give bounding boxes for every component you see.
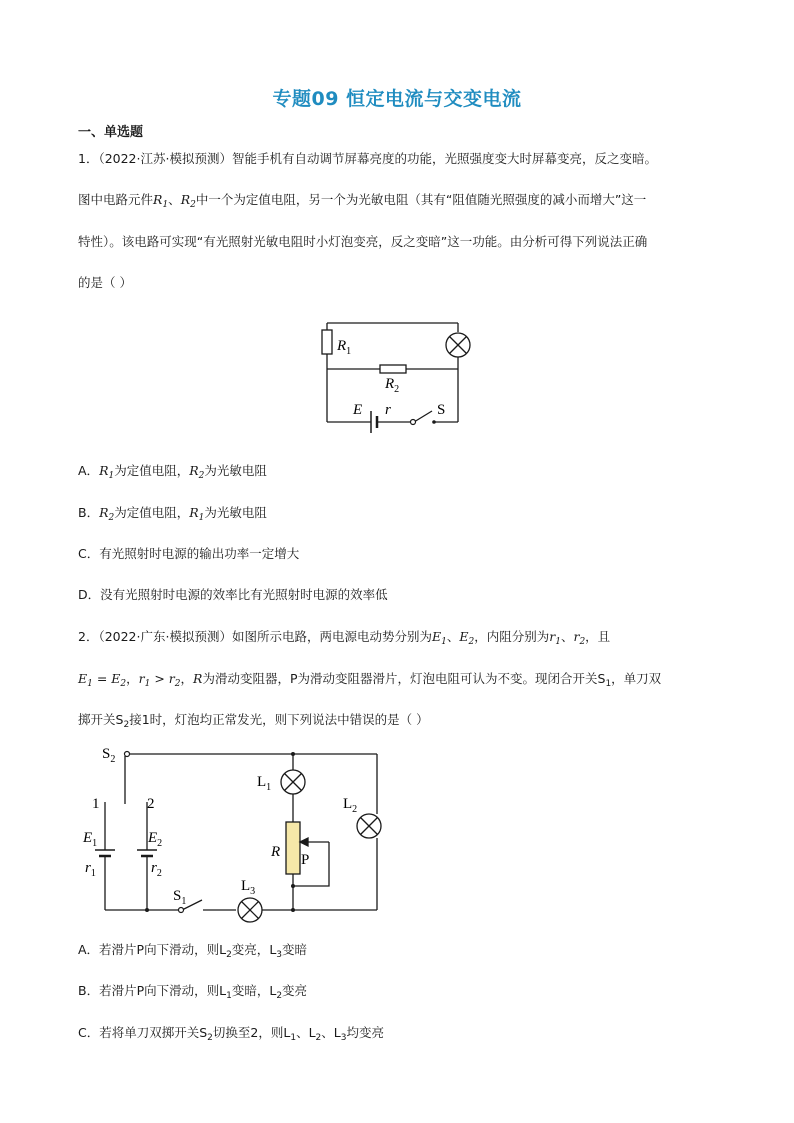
- label-terminal-2: 2: [147, 796, 155, 812]
- q1-option-a: A．$R_1$为定值电阻，$R_2$为光敏电阻: [78, 463, 267, 481]
- label-r2: $R_2$: [385, 376, 400, 395]
- q1-line-4: 的是（ ）: [78, 275, 132, 290]
- q1-option-d: D．没有光照射时电源的效率比有光照射时电源的效率低: [78, 587, 388, 602]
- label-l1: $L_1$: [257, 774, 272, 793]
- label-r1-internal: $r_1$: [85, 860, 96, 879]
- q1-option-c: C．有光照射时电源的输出功率一定增大: [78, 546, 300, 561]
- q2-line-2: $E_1 = E_2$，$r_1 > r_2$，R为滑动变阻器，P为滑动变阻器滑片，灯泡电阻可认为不变。现闭合开关$S_1$，单刀双: [78, 671, 662, 689]
- label-e1: $E_1$: [83, 830, 98, 849]
- q2-option-a: A．若滑片P向下滑动，则$L_2$变亮，$L_3$变暗: [78, 942, 308, 960]
- label-rheostat-r: R: [271, 844, 281, 860]
- label-switch: S: [437, 402, 446, 418]
- q1-line-3: 特性）。该电路可实现“有光照射光敏电阻时小灯泡变亮，反之变暗”这一功能。由分析可得下列说法正确: [78, 234, 648, 249]
- q1-line-2: 图中电路元件$R_1$、$R_2$中一个为定值电阻，另一个为光敏电阻（其有“阻值随光照强度的减小而增大”这一: [78, 192, 647, 210]
- label-emf: E: [353, 402, 363, 418]
- q2-circuit-diagram: [85, 742, 395, 927]
- label-s2: $S_2$: [102, 746, 116, 765]
- q2-option-b: B．若滑片P向下滑动，则$L_1$变暗，$L_2$变亮: [78, 983, 308, 1001]
- q2-option-c: C．若将单刀双掷开关$S_2$切换至2，则$L_1$、$L_2$、$L_3$均变亮: [78, 1025, 385, 1043]
- q2-line-1: 2．（2022·广东·模拟预测）如图所示电路，两电源电动势分别为$E_1$、$E_2$，内阻分别为$r_1$、$r_2$，且: [78, 629, 611, 647]
- q1-option-b: B．$R_2$为定值电阻，$R_1$为光敏电阻: [78, 505, 267, 523]
- rheostat: [286, 822, 300, 874]
- q1-line-1: 1．（2022·江苏·模拟预测）智能手机有自动调节屏幕亮度的功能，光照强度变大时屏幕变亮，反之变暗。: [78, 151, 657, 166]
- q1-circuit-diagram: [300, 310, 500, 440]
- label-r1: $R_1$: [337, 338, 352, 357]
- page-title: 专题09 恒定电流与交变电流: [272, 88, 522, 110]
- label-l2: $L_2$: [343, 796, 358, 815]
- q2-line-3: 掷开关$S_2$接1时，灯泡均正常发光，则下列说法中错误的是（ ）: [78, 712, 429, 730]
- label-e2: $E_2$: [148, 830, 163, 849]
- label-internal-r: r: [385, 402, 391, 418]
- label-terminal-1: 1: [92, 796, 100, 812]
- label-l3: $L_3$: [241, 878, 256, 897]
- label-slider-p: P: [301, 852, 310, 868]
- section-heading: 一、单选题: [78, 125, 144, 140]
- label-s1: $S_1$: [173, 888, 187, 907]
- label-r2-internal: $r_2$: [151, 860, 162, 879]
